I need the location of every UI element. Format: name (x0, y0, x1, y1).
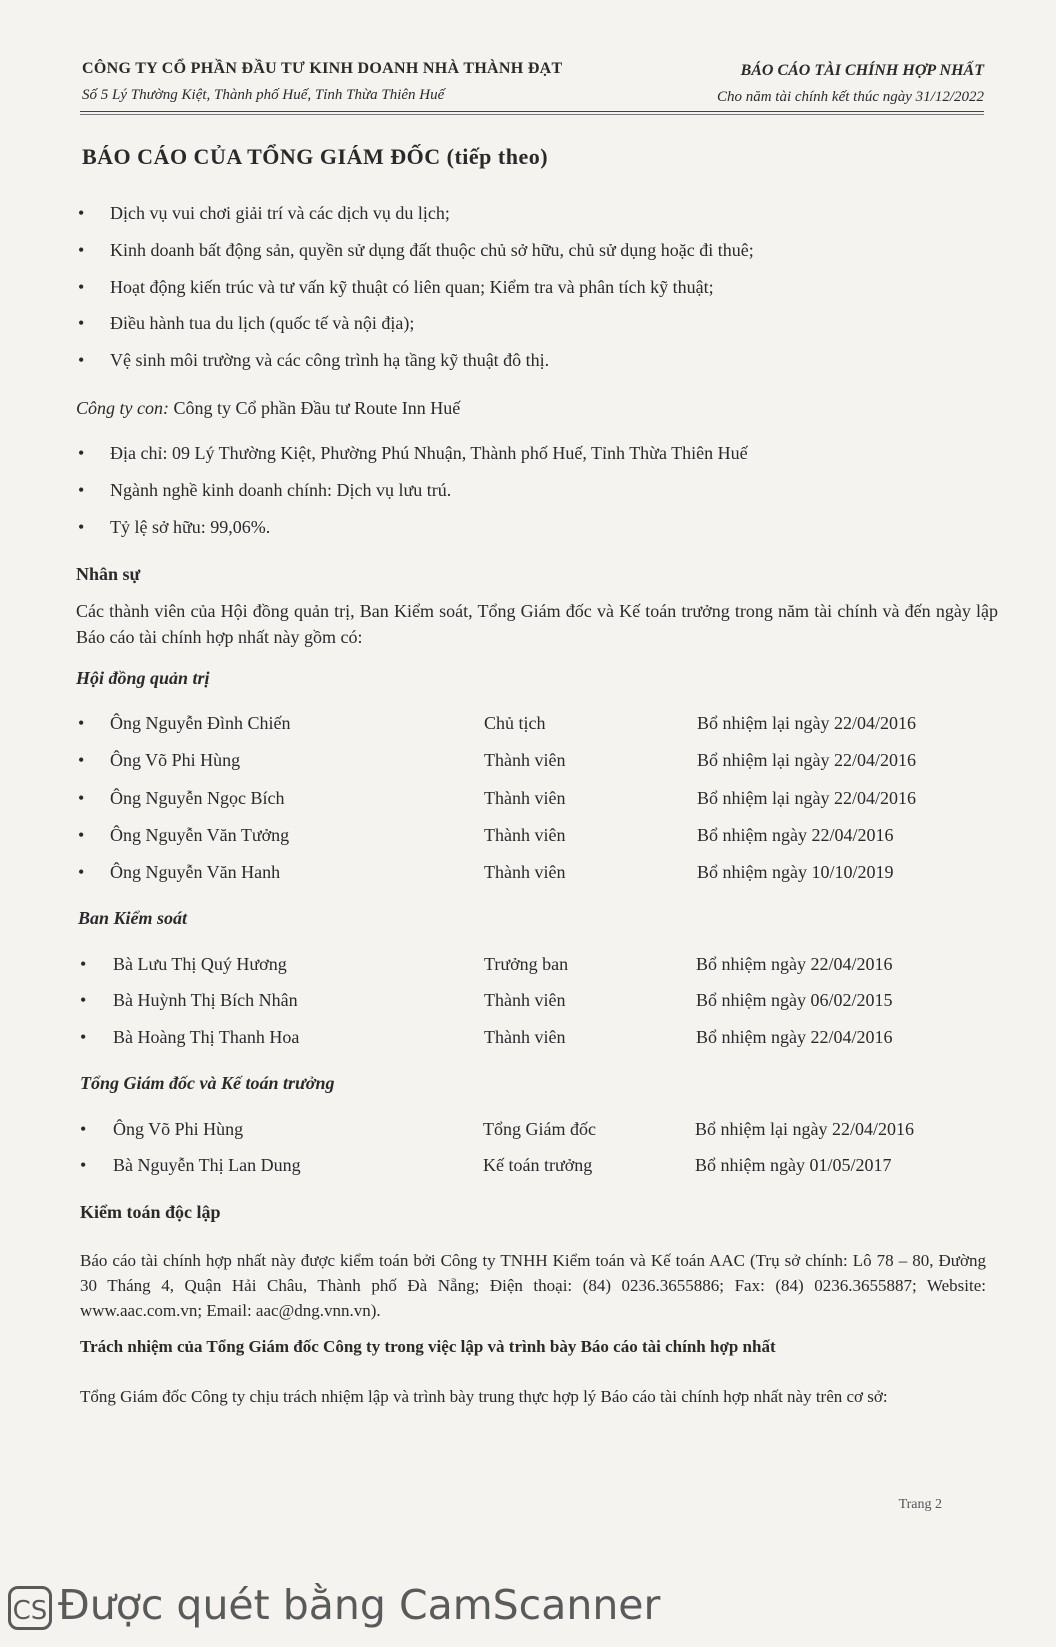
subsidiary-name: Công ty Cổ phần Đầu tư Route Inn Huế (173, 398, 461, 418)
page-number: Trang 2 (898, 1497, 942, 1512)
member-appointed: Bổ nhiệm lại ngày 22/04/2016 (697, 750, 916, 770)
member-appointed: Bổ nhiệm ngày 22/04/2016 (696, 954, 893, 974)
list-item-text: Điều hành tua du lịch (quốc tế và nội địa); (110, 313, 415, 333)
table-row (0, 750, 1056, 780)
member-role: Thành viên (484, 1027, 566, 1047)
table-row (0, 954, 1056, 984)
member-role: Trưởng ban (484, 954, 569, 974)
member-role: Thành viên (484, 788, 566, 808)
member-name: Bà Hoàng Thị Thanh Hoa (113, 1027, 300, 1047)
bullet-icon: • (78, 480, 85, 500)
member-name: Ông Nguyễn Văn Tưởng (110, 825, 290, 845)
section-heading-management: Tổng Giám đốc và Kế toán trưởng (80, 1073, 335, 1093)
audit-text: Báo cáo tài chính hợp nhất này được kiểm toán bởi Công ty TNHH Kiểm toán và Kế toán AAC (Trụ sở chính: Lô 78 – 80, Đường 30 Tháng 4, Quận Hải Châu, Thành phố Đà Nẵng; Điện thoại: (84) 0236.3655886; Fax: (84) 0236.3655887; Website: www.aac.com.vn; Email: aac@dng.vnn.vn). (80, 1251, 986, 1320)
company-name: CÔNG TY CỔ PHẦN ĐẦU TƯ KINH DOANH NHÀ THÀNH ĐẠT (82, 60, 563, 77)
member-name: Ông Võ Phi Hùng (110, 750, 241, 770)
member-name: Bà Nguyễn Thị Lan Dung (113, 1155, 301, 1175)
bullet-icon: • (78, 240, 85, 260)
table-row (0, 862, 1056, 892)
bullet-icon: • (78, 443, 85, 463)
bullet-icon: • (80, 1119, 87, 1139)
camscanner-logo-icon: CS (8, 1586, 52, 1630)
list-item-text: Địa chỉ: 09 Lý Thường Kiệt, Phường Phú Nhuận, Thành phố Huế, Tỉnh Thừa Thiên Huế (110, 443, 748, 463)
company-address: Số 5 Lý Thường Kiệt, Thành phố Huế, Tỉnh Thừa Thiên Huế (82, 87, 445, 103)
bullet-icon: • (78, 788, 85, 808)
section-heading-board: Hội đồng quản trị (76, 668, 210, 688)
watermark-text: Được quét bằng CamScanner (58, 1581, 661, 1629)
list-item-text: Vệ sinh môi trường và các công trình hạ tầng kỹ thuật đô thị. (110, 350, 550, 370)
camscanner-watermark (8, 1581, 660, 1630)
table-row (0, 825, 1056, 855)
table-row (0, 1027, 1056, 1057)
bullet-icon: • (80, 1155, 87, 1175)
table-row (0, 990, 1056, 1020)
responsibility-text: Tổng Giám đốc Công ty chịu trách nhiệm lập và trình bày trung thực hợp lý Báo cáo tài chính hợp nhất này trên cơ sở: (80, 1387, 888, 1406)
bullet-icon: • (78, 825, 85, 845)
member-appointed: Bổ nhiệm ngày 06/02/2015 (696, 990, 893, 1010)
subsidiary-line (76, 398, 460, 419)
list-item-text: Ngành nghề kinh doanh chính: Dịch vụ lưu trú. (110, 480, 452, 500)
header-divider (80, 111, 984, 112)
personnel-intro: Các thành viên của Hội đồng quản trị, Ban Kiểm soát, Tổng Giám đốc và Kế toán trưởng trong năm tài chính và đến ngày lập Báo cáo tài chính hợp nhất này gồm có: (76, 601, 998, 647)
member-appointed: Bổ nhiệm lại ngày 22/04/2016 (697, 713, 916, 733)
bullet-icon: • (78, 750, 85, 770)
table-row (0, 788, 1056, 818)
table-row (0, 1119, 1056, 1149)
member-role: Tổng Giám đốc (483, 1119, 596, 1139)
member-name: Bà Lưu Thị Quý Hương (113, 954, 287, 974)
member-role: Thành viên (484, 750, 566, 770)
member-role: Kế toán trưởng (483, 1155, 593, 1175)
section-heading-supervisory: Ban Kiểm soát (78, 908, 188, 928)
subsidiary-label: Công ty con: (76, 398, 169, 418)
bullet-icon: • (78, 203, 85, 223)
member-name: Bà Huỳnh Thị Bích Nhân (113, 990, 298, 1010)
section-heading-audit: Kiểm toán độc lập (80, 1202, 221, 1222)
list-item-text: Kinh doanh bất động sản, quyền sử dụng đất thuộc chủ sở hữu, chủ sử dụng hoặc đi thuê; (110, 240, 754, 260)
list-item-text: Dịch vụ vui chơi giải trí và các dịch vụ du lịch; (110, 203, 450, 223)
member-name: Ông Nguyễn Đình Chiến (110, 713, 291, 733)
bullet-icon: • (78, 713, 85, 733)
table-row (0, 713, 1056, 743)
member-appointed: Bổ nhiệm ngày 22/04/2016 (697, 825, 894, 845)
bullet-icon: • (80, 1027, 87, 1047)
report-type: BÁO CÁO TÀI CHÍNH HỢP NHẤT (740, 62, 984, 79)
bullet-icon: • (78, 350, 85, 370)
bullet-icon: • (78, 313, 85, 333)
bullet-icon: • (78, 517, 85, 537)
section-heading-responsibility: Trách nhiệm của Tổng Giám đốc Công ty trong việc lập và trình bày Báo cáo tài chính hợp nhất (80, 1337, 776, 1356)
member-role: Thành viên (484, 990, 566, 1010)
member-name: Ông Võ Phi Hùng (113, 1119, 244, 1139)
member-appointed: Bổ nhiệm ngày 01/05/2017 (695, 1155, 892, 1175)
table-row (0, 1155, 1056, 1185)
report-period: Cho năm tài chính kết thúc ngày 31/12/2022 (716, 89, 984, 105)
bullet-icon: • (78, 862, 85, 882)
header-divider-thin (80, 114, 984, 115)
bullet-icon: • (80, 990, 87, 1010)
bullet-icon: • (80, 954, 87, 974)
member-appointed: Bổ nhiệm lại ngày 22/04/2016 (695, 1119, 914, 1139)
list-item-text: Tỷ lệ sở hữu: 99,06%. (110, 517, 271, 537)
member-appointed: Bổ nhiệm ngày 22/04/2016 (696, 1027, 893, 1047)
member-role: Thành viên (484, 825, 566, 845)
page-title: BÁO CÁO CỦA TỔNG GIÁM ĐỐC (tiếp theo) (82, 144, 549, 169)
section-heading-personnel: Nhân sự (76, 564, 141, 584)
member-name: Ông Nguyễn Ngọc Bích (110, 788, 285, 808)
member-role: Chủ tịch (484, 713, 546, 733)
member-appointed: Bổ nhiệm lại ngày 22/04/2016 (697, 788, 916, 808)
member-appointed: Bổ nhiệm ngày 10/10/2019 (697, 862, 894, 882)
list-item-text: Hoạt động kiến trúc và tư vấn kỹ thuật có liên quan; Kiểm tra và phân tích kỹ thuật; (110, 277, 714, 297)
member-role: Thành viên (484, 862, 566, 882)
bullet-icon: • (78, 277, 85, 297)
member-name: Ông Nguyễn Văn Hanh (110, 862, 281, 882)
